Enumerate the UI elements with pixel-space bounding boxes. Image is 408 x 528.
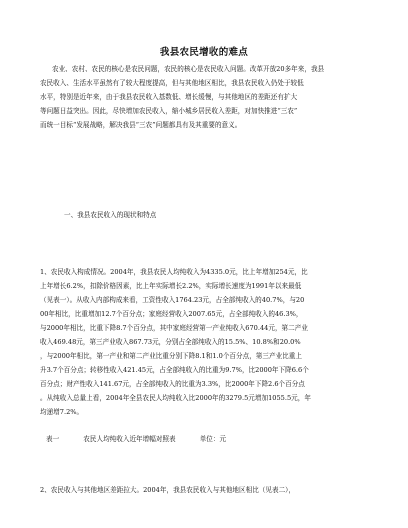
text-line: 而统一目标“发展战略，解决我县“三农”问题都具有及其重要的意义。 [40,121,242,129]
text-line: 收入469.48元，第三产业收入867.73元，分别占全部纯收入的15.5%、10.8%和20.0% [40,338,301,346]
text-line: 百分点；财产性收入141.67元，占全部纯收入的比重为3.3%，比2000年下降2.6个百分点 [40,380,305,388]
text-line: 上年增长6.2%，扣除价格因素，比上年实际增长2.2%，实际增长速度为1991年以来最低 [40,282,302,290]
text-line: 2、农民收入与其他地区差距拉大。2004年，我县农民收入与其他地区相比（见表二）， [40,486,296,494]
text-line: 水平，特别是近年来，由于我县农民收入基数低、增长缓慢，与其他地区的差距还有扩大 [40,93,298,101]
text-line: ，与2000年相比，第一产业和第二产业比重分别下降8.1和1.0个百分点，第三产业比重上 [40,352,302,360]
table-title: 农民人均纯收入近年增幅对照表 [83,435,176,443]
document-title: 我县农民增收的难点 [159,47,249,58]
text-line: 00年相比，比重增加12.7个百分点；家庭经营收入2007.65元，占全部纯收入的46.3%， [40,310,303,318]
text-line: 。从纯收入总量上看，2004年全县农民人均纯收入比2000年的3279.5元增加1055.5元，年 [40,394,311,402]
paragraph-income-structure [40,265,368,419]
text-line: 与2000年相比，比重下降8.7个百分点，其中家庭经营第一产业纯收入670.44元，第二产业 [40,324,308,332]
text-line: 农民收入、生活水平虽然有了较大程度提高，但与其他地区相比，我县农民收入仍处于较低 [40,79,304,87]
text-line: 等问题日益突出。因此，尽快增加农民收入，缩小城乡居民收入差距，对加快推进“三农” [40,107,298,115]
text-line: 1、农民收入构成情况。2004年，我县农民人均纯收入为4335.0元，比上年增加254元，比 [40,268,308,276]
text-line: 农业、农村、农民的核心是农民问题，农民的核心是农民收入问题。改革开放20多年来，我县 [52,65,325,73]
text-line: 均递增7.2%。 [40,408,84,416]
table-unit: 单位：元 [199,435,227,443]
text-line: 升3.7个百分点；转移性收入421.45元，占全部纯收入的比重为9.7%，比2000年下降6.6个 [40,366,309,374]
intro-paragraph [40,62,368,132]
section-heading: 一、我县农民收入的现状和特点 [64,211,157,219]
paragraph-income-gap [40,483,368,497]
text-line: （见表一）。从收入内部构成来看，工资性收入1764.23元，占全部纯收入的40.7%，与20 [40,296,305,304]
table-caption [46,433,248,443]
table-label: 表一 [46,435,60,443]
